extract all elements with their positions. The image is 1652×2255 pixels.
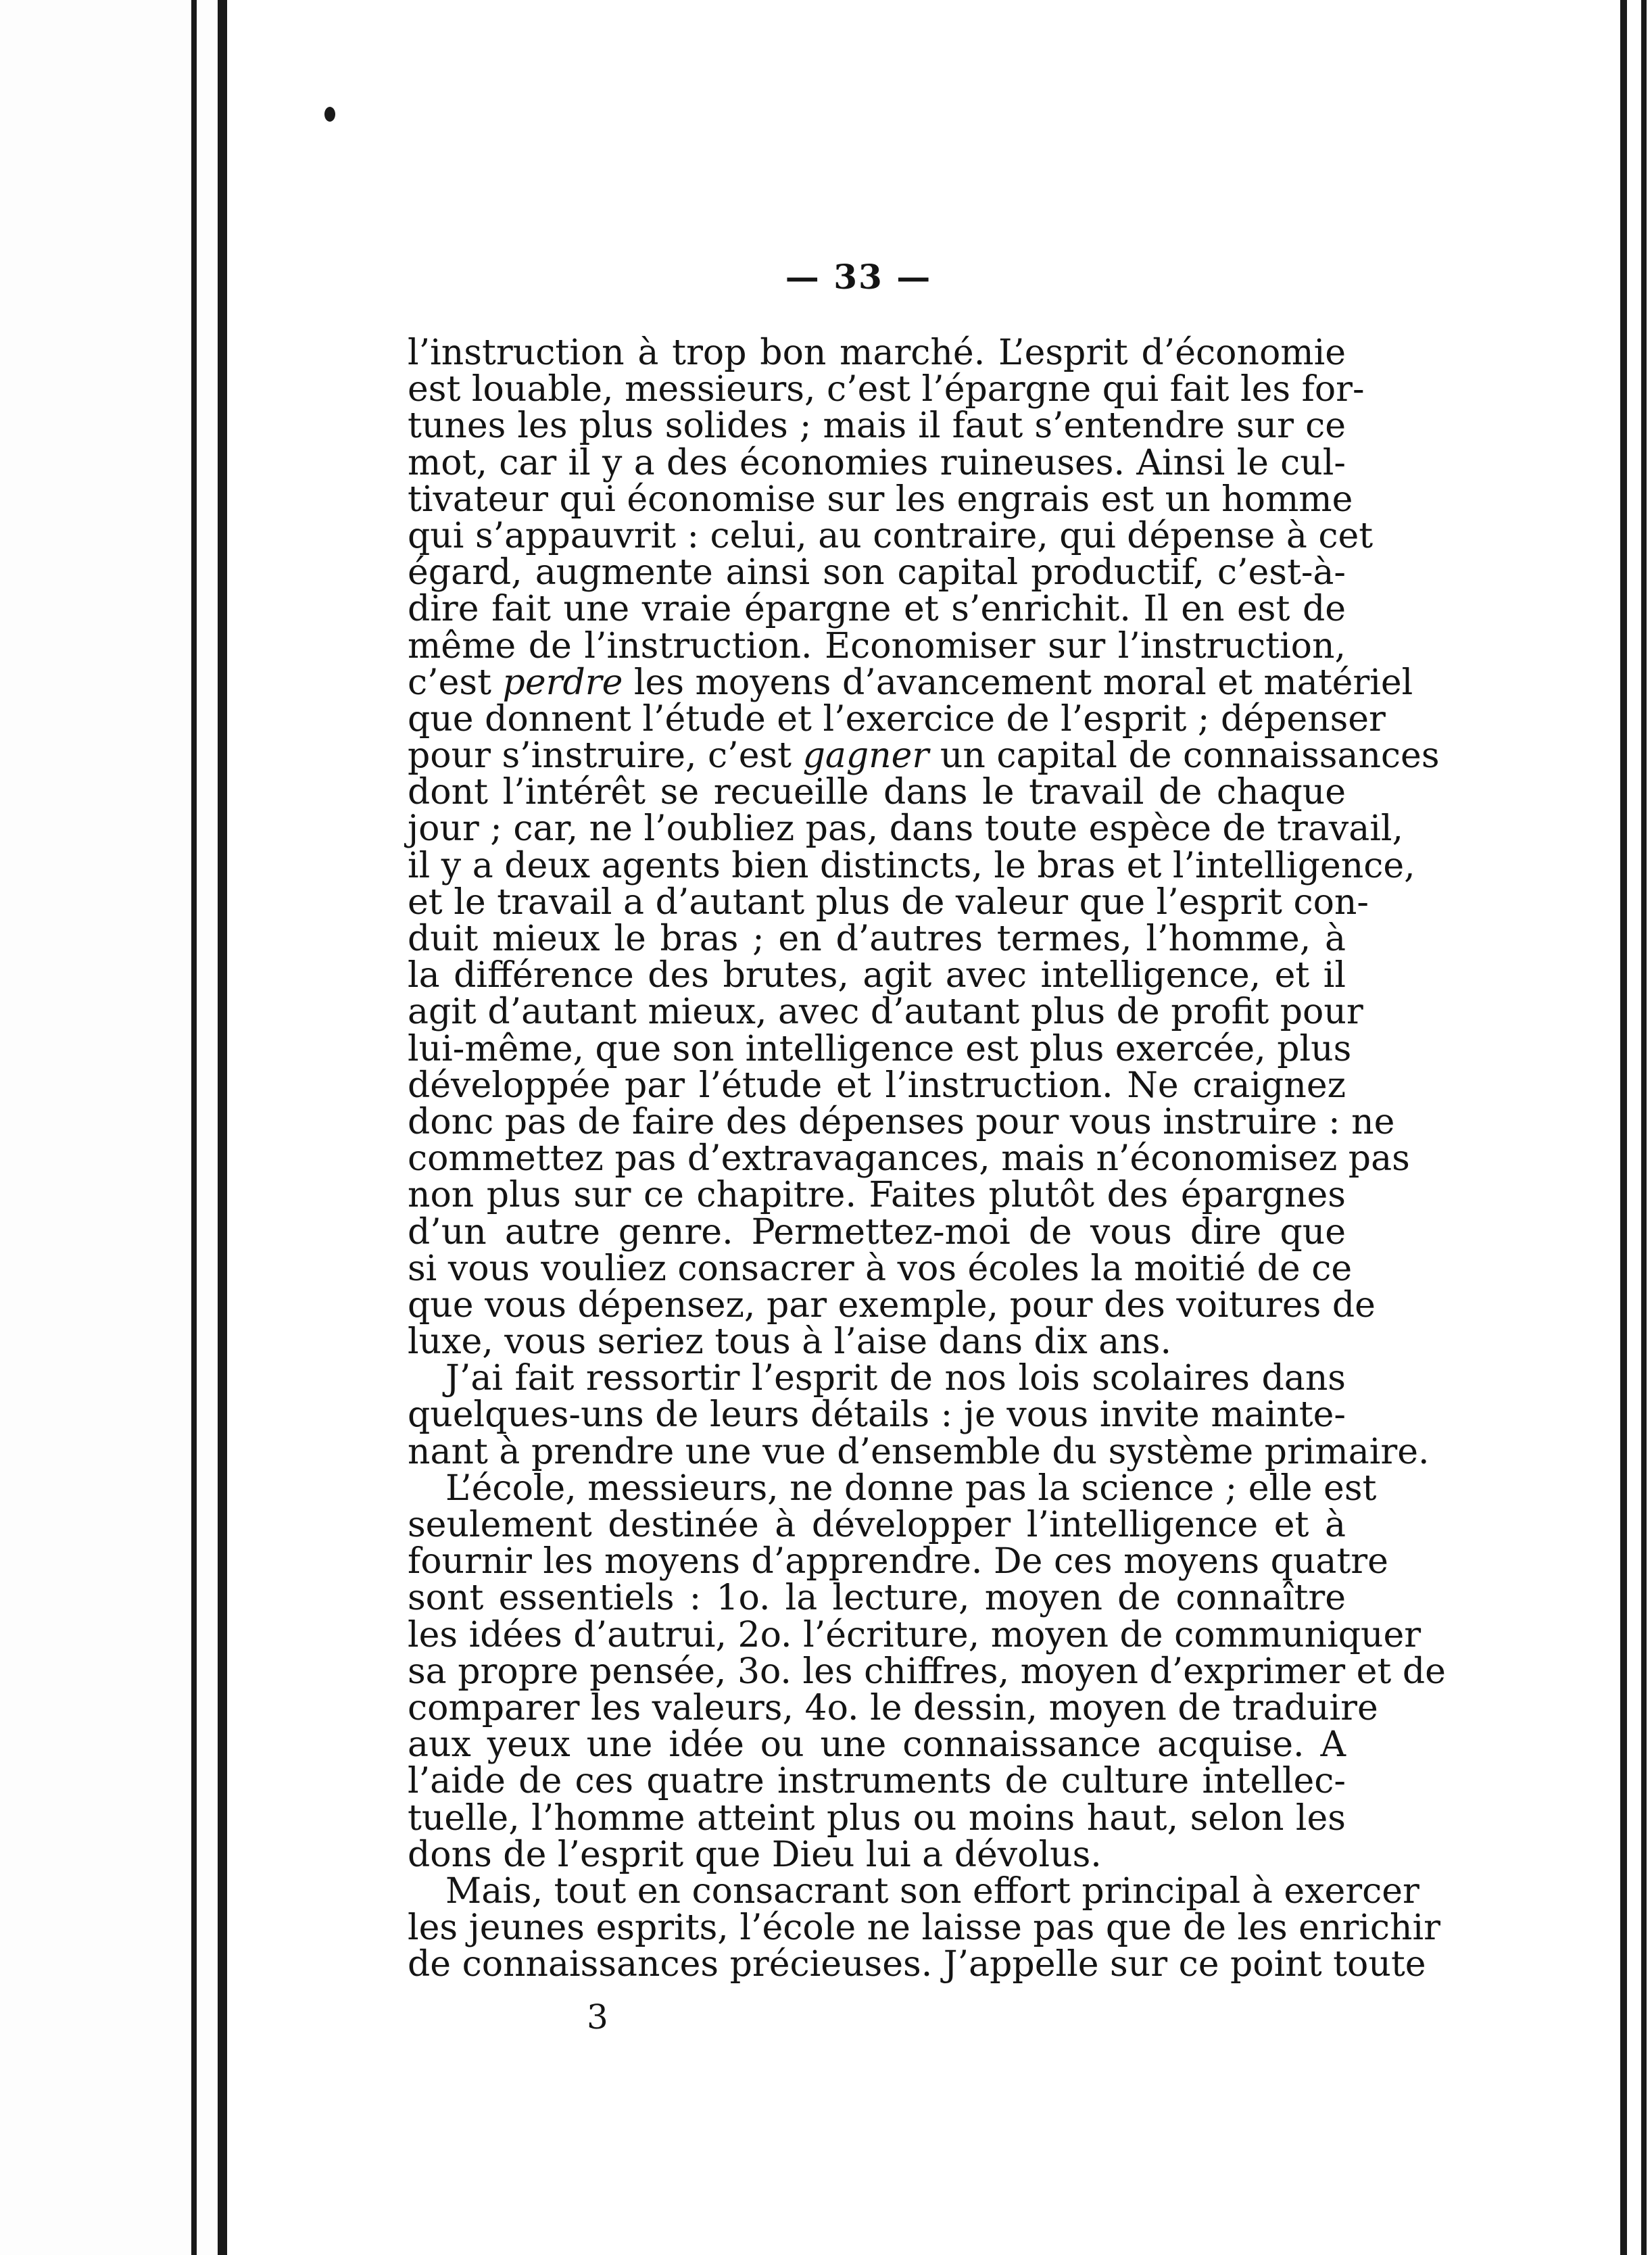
text-line: J’ai fait ressortir l’esprit de nos lois scolaires dans [445,1358,1346,1399]
text-line: L’école, messieurs, ne donne pas la science ; elle est [445,1468,1377,1509]
page-edge-line [1641,0,1647,2255]
text-line: développée par l’étude et l’instruction. Ne craignez [408,1065,1346,1106]
text-line: duit mieux le bras ; en d’autres termes, l’homme, à [408,919,1346,959]
page-number: — 33 — [785,257,932,297]
text-line: les jeunes esprits, l’école ne laisse pas que de les enrichir [408,1908,1441,1949]
text-line: commettez pas d’extravagances, mais n’économisez pas [408,1138,1410,1180]
text-line: égard, augmente ainsi son capital productif, c’est-à- [408,552,1346,593]
text-line: c’est perdre les moyens d’avancement moral et matériel [408,662,1413,703]
text-line: tunes les plus solides ; mais il faut s’entendre sur ce [408,406,1346,447]
text-line: qui s’appauvrit : celui, au contraire, qui dépense à cet [408,515,1374,556]
text-line: nant à prendre une vue d’ensemble du système primaire. [408,1431,1430,1472]
text-line: l’instruction à trop bon marché. L’esprit d’économie [408,333,1346,373]
text-line: dons de l’esprit que Dieu lui a dévolus. [408,1834,1102,1875]
text-line: luxe, vous seriez tous à l’aise dans dix ans. [408,1322,1172,1363]
text-line: donc pas de faire des dépenses pour vous instruire : ne [408,1101,1395,1142]
text-line: tivateur qui économise sur les engrais est un homme [408,479,1353,520]
text-line: de connaissances précieuses. J’appelle sur ce point toute [408,1944,1426,1985]
text-line: quelques-uns de leurs détails : je vous invite mainte- [408,1395,1346,1436]
text-line: dire fait une vraie épargne et s’enrichit. Il en est de [408,589,1346,630]
text-line: même de l’instruction. Economiser sur l’instruction, [408,625,1346,666]
signature-mark: 3 [587,1997,608,2037]
text-line: l’aide de ces quatre instruments de culture intellec- [408,1761,1346,1802]
text-line: non plus sur ce chapitre. Faites plutôt des épargnes [408,1175,1346,1216]
text-line: mot, car il y a des économies ruineuses. Ainsi le cul- [408,442,1346,483]
text-line: Mais, tout en consacrant son effort principal à exercer [445,1870,1419,1912]
text-line: et le travail a d’autant plus de valeur que l’esprit con- [408,881,1369,923]
text-line: si vous vouliez consacrer à vos écoles la moitié de ce [408,1248,1353,1289]
text-line: tuelle, l’homme atteint plus ou moins haut, selon les [408,1797,1346,1839]
page-edge-line [1620,0,1627,2255]
text-line: est louable, messieurs, c’est l’épargne qui fait les for- [408,369,1365,410]
text-line: les idées d’autrui, 2o. l’écriture, moyen de communiquer [408,1614,1422,1655]
text-line: que vous dépensez, par exemple, pour des voitures de [408,1284,1376,1326]
gutter-line [191,0,197,2255]
body-text [408,333,1446,1985]
text-line: dont l’intérêt se recueille dans le travail de chaque [408,772,1346,813]
text-line: que donnent l’étude et l’exercice de l’esprit ; dépenser [408,698,1386,739]
text-line: sa propre pensée, 3o. les chiffres, moyen d’exprimer et de [408,1651,1446,1692]
text-line: comparer les valeurs, 4o. le dessin, moyen de traduire [408,1687,1378,1728]
text-line: d’un autre genre. Permettez-moi de vous dire que [408,1211,1346,1253]
text-line: aux yeux une idée ou une connaissance acquise. A [408,1724,1346,1766]
gutter-line [218,0,227,2255]
ink-spot [324,107,335,122]
text-line: jour ; car, ne l’oubliez pas, dans toute espèce de travail, [408,808,1404,850]
text-line: seulement destinée à développer l’intelligence et à [408,1505,1346,1545]
text-line: pour s’instruire, c’est gagner un capital de connaissances [408,735,1440,777]
text-line: sont essentiels : 1o. la lecture, moyen de connaître [408,1578,1346,1619]
text-line: la différence des brutes, agit avec intelligence, et il [408,955,1346,996]
text-line: agit d’autant mieux, avec d’autant plus de profit pour [408,992,1363,1033]
text-line: il y a deux agents bien distincts, le bras et l’intelligence, [408,845,1415,886]
text-line: fournir les moyens d’apprendre. De ces moyens quatre [408,1541,1388,1582]
text-line: lui-même, que son intelligence est plus exercée, plus [408,1028,1352,1069]
